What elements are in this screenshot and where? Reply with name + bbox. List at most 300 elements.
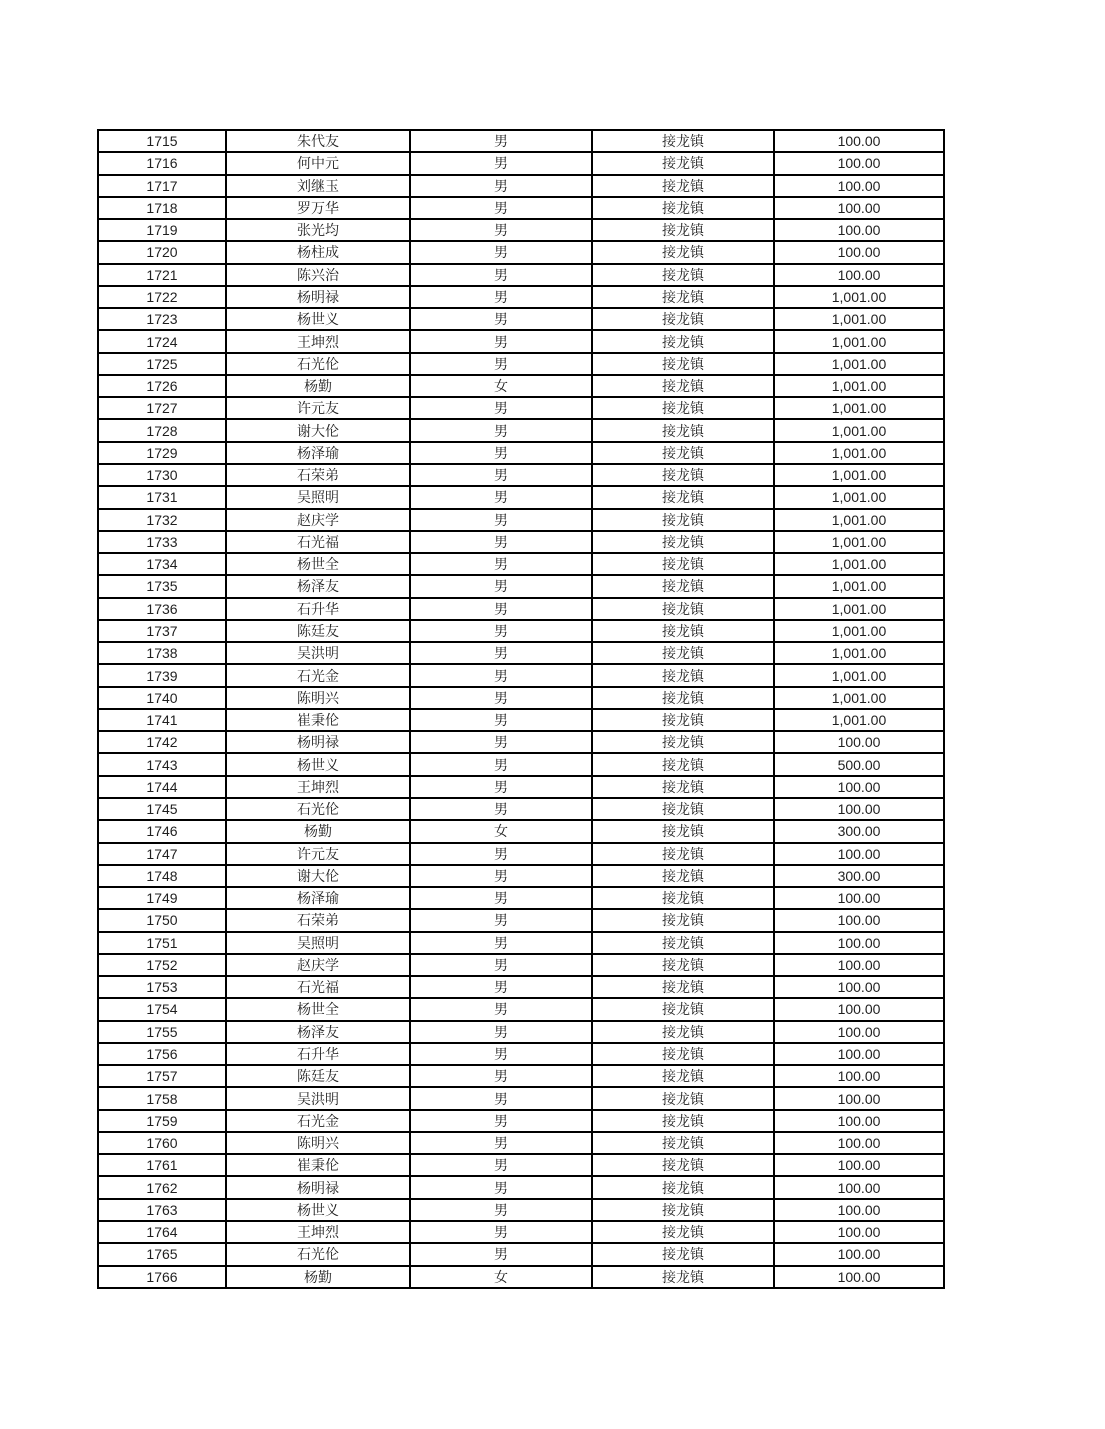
records-table-body	[98, 130, 944, 1288]
cell-name: 石光福	[226, 976, 410, 998]
cell-id: 1742	[98, 731, 226, 753]
cell-name: 谢大伦	[226, 865, 410, 887]
cell-gender: 男	[410, 620, 592, 642]
cell-gender: 男	[410, 130, 592, 152]
cell-town: 接龙镇	[592, 397, 774, 419]
cell-name: 杨明禄	[226, 1176, 410, 1198]
table-row	[98, 308, 944, 330]
cell-id: 1738	[98, 642, 226, 664]
cell-id: 1750	[98, 909, 226, 931]
table-row	[98, 152, 944, 174]
cell-amount: 100.00	[774, 1043, 944, 1065]
cell-town: 接龙镇	[592, 1110, 774, 1132]
cell-gender: 男	[410, 509, 592, 531]
cell-gender: 男	[410, 1199, 592, 1221]
cell-name: 赵庆学	[226, 509, 410, 531]
cell-gender: 男	[410, 1021, 592, 1043]
cell-name: 杨世全	[226, 553, 410, 575]
cell-id: 1761	[98, 1154, 226, 1176]
cell-town: 接龙镇	[592, 887, 774, 909]
cell-town: 接龙镇	[592, 1043, 774, 1065]
cell-id: 1720	[98, 241, 226, 263]
cell-gender: 男	[410, 464, 592, 486]
table-row	[98, 486, 944, 508]
cell-name: 杨世义	[226, 1199, 410, 1221]
cell-id: 1753	[98, 976, 226, 998]
cell-id: 1741	[98, 709, 226, 731]
cell-gender: 男	[410, 308, 592, 330]
cell-town: 接龙镇	[592, 1087, 774, 1109]
cell-id: 1752	[98, 954, 226, 976]
cell-name: 石光伦	[226, 798, 410, 820]
cell-amount: 100.00	[774, 264, 944, 286]
cell-gender: 男	[410, 442, 592, 464]
cell-amount: 100.00	[774, 241, 944, 263]
cell-gender: 男	[410, 843, 592, 865]
table-row	[98, 954, 944, 976]
cell-amount: 100.00	[774, 909, 944, 931]
table-row	[98, 998, 944, 1020]
table-row	[98, 932, 944, 954]
cell-town: 接龙镇	[592, 998, 774, 1020]
cell-gender: 女	[410, 375, 592, 397]
cell-gender: 男	[410, 1154, 592, 1176]
cell-amount: 1,001.00	[774, 286, 944, 308]
cell-amount: 1,001.00	[774, 709, 944, 731]
cell-amount: 500.00	[774, 753, 944, 775]
cell-town: 接龙镇	[592, 1266, 774, 1288]
cell-town: 接龙镇	[592, 1065, 774, 1087]
cell-name: 石光金	[226, 1110, 410, 1132]
cell-id: 1734	[98, 553, 226, 575]
cell-name: 杨明禄	[226, 731, 410, 753]
table-row	[98, 687, 944, 709]
cell-id: 1722	[98, 286, 226, 308]
cell-town: 接龙镇	[592, 954, 774, 976]
cell-name: 许元友	[226, 397, 410, 419]
cell-name: 陈廷友	[226, 1065, 410, 1087]
cell-gender: 男	[410, 642, 592, 664]
cell-id: 1724	[98, 330, 226, 352]
cell-id: 1719	[98, 219, 226, 241]
cell-id: 1763	[98, 1199, 226, 1221]
records-table	[97, 129, 945, 1289]
cell-town: 接龙镇	[592, 843, 774, 865]
cell-gender: 男	[410, 687, 592, 709]
cell-id: 1745	[98, 798, 226, 820]
cell-gender: 男	[410, 887, 592, 909]
cell-town: 接龙镇	[592, 731, 774, 753]
cell-amount: 100.00	[774, 954, 944, 976]
table-row	[98, 397, 944, 419]
cell-name: 王坤烈	[226, 330, 410, 352]
cell-id: 1760	[98, 1132, 226, 1154]
cell-gender: 男	[410, 175, 592, 197]
cell-amount: 1,001.00	[774, 664, 944, 686]
cell-name: 杨勤	[226, 375, 410, 397]
cell-gender: 男	[410, 1176, 592, 1198]
cell-gender: 男	[410, 397, 592, 419]
table-row	[98, 709, 944, 731]
cell-id: 1726	[98, 375, 226, 397]
cell-id: 1755	[98, 1021, 226, 1043]
table-row	[98, 330, 944, 352]
cell-name: 杨勤	[226, 1266, 410, 1288]
table-row	[98, 264, 944, 286]
cell-id: 1723	[98, 308, 226, 330]
cell-gender: 男	[410, 998, 592, 1020]
cell-gender: 男	[410, 932, 592, 954]
cell-id: 1747	[98, 843, 226, 865]
cell-town: 接龙镇	[592, 976, 774, 998]
cell-id: 1743	[98, 753, 226, 775]
cell-gender: 男	[410, 664, 592, 686]
cell-name: 吴洪明	[226, 1087, 410, 1109]
cell-town: 接龙镇	[592, 197, 774, 219]
cell-name: 杨泽瑜	[226, 442, 410, 464]
cell-gender: 男	[410, 1065, 592, 1087]
cell-gender: 男	[410, 197, 592, 219]
cell-town: 接龙镇	[592, 1021, 774, 1043]
cell-town: 接龙镇	[592, 330, 774, 352]
cell-amount: 100.00	[774, 1132, 944, 1154]
cell-name: 赵庆学	[226, 954, 410, 976]
cell-name: 石荣弟	[226, 909, 410, 931]
cell-id: 1731	[98, 486, 226, 508]
cell-amount: 100.00	[774, 1221, 944, 1243]
table-row	[98, 197, 944, 219]
cell-gender: 男	[410, 1110, 592, 1132]
table-row	[98, 553, 944, 575]
cell-amount: 100.00	[774, 932, 944, 954]
cell-gender: 男	[410, 219, 592, 241]
cell-name: 杨明禄	[226, 286, 410, 308]
cell-amount: 1,001.00	[774, 553, 944, 575]
cell-amount: 100.00	[774, 1087, 944, 1109]
cell-amount: 300.00	[774, 820, 944, 842]
cell-town: 接龙镇	[592, 175, 774, 197]
cell-town: 接龙镇	[592, 264, 774, 286]
cell-amount: 1,001.00	[774, 442, 944, 464]
cell-amount: 1,001.00	[774, 531, 944, 553]
cell-gender: 男	[410, 152, 592, 174]
cell-name: 石光金	[226, 664, 410, 686]
table-row	[98, 353, 944, 375]
cell-id: 1735	[98, 575, 226, 597]
cell-name: 刘继玉	[226, 175, 410, 197]
table-row	[98, 909, 944, 931]
cell-amount: 1,001.00	[774, 330, 944, 352]
cell-amount: 100.00	[774, 1176, 944, 1198]
cell-id: 1721	[98, 264, 226, 286]
table-row	[98, 843, 944, 865]
table-row	[98, 219, 944, 241]
table-row	[98, 1243, 944, 1265]
cell-gender: 女	[410, 820, 592, 842]
cell-gender: 男	[410, 598, 592, 620]
cell-name: 吴照明	[226, 486, 410, 508]
cell-name: 杨泽友	[226, 1021, 410, 1043]
cell-gender: 男	[410, 731, 592, 753]
table-row	[98, 1199, 944, 1221]
cell-name: 崔秉伦	[226, 709, 410, 731]
cell-gender: 男	[410, 1043, 592, 1065]
table-row	[98, 509, 944, 531]
cell-name: 何中元	[226, 152, 410, 174]
cell-amount: 1,001.00	[774, 308, 944, 330]
cell-town: 接龙镇	[592, 820, 774, 842]
table-row	[98, 1132, 944, 1154]
cell-gender: 男	[410, 286, 592, 308]
cell-gender: 男	[410, 976, 592, 998]
cell-amount: 100.00	[774, 776, 944, 798]
cell-amount: 1,001.00	[774, 464, 944, 486]
cell-name: 陈兴治	[226, 264, 410, 286]
cell-town: 接龙镇	[592, 509, 774, 531]
cell-amount: 100.00	[774, 1266, 944, 1288]
cell-id: 1766	[98, 1266, 226, 1288]
cell-amount: 100.00	[774, 197, 944, 219]
table-row	[98, 1065, 944, 1087]
cell-id: 1764	[98, 1221, 226, 1243]
cell-id: 1757	[98, 1065, 226, 1087]
cell-id: 1746	[98, 820, 226, 842]
cell-town: 接龙镇	[592, 909, 774, 931]
cell-gender: 男	[410, 709, 592, 731]
table-row	[98, 731, 944, 753]
cell-name: 许元友	[226, 843, 410, 865]
cell-id: 1749	[98, 887, 226, 909]
cell-town: 接龙镇	[592, 1221, 774, 1243]
cell-amount: 1,001.00	[774, 598, 944, 620]
cell-gender: 男	[410, 531, 592, 553]
table-row	[98, 1266, 944, 1288]
table-row	[98, 1154, 944, 1176]
cell-amount: 100.00	[774, 152, 944, 174]
cell-gender: 男	[410, 486, 592, 508]
cell-town: 接龙镇	[592, 1176, 774, 1198]
cell-name: 石升华	[226, 598, 410, 620]
cell-gender: 男	[410, 753, 592, 775]
cell-amount: 100.00	[774, 731, 944, 753]
table-row	[98, 575, 944, 597]
cell-amount: 100.00	[774, 887, 944, 909]
cell-gender: 男	[410, 1243, 592, 1265]
cell-id: 1744	[98, 776, 226, 798]
cell-id: 1716	[98, 152, 226, 174]
cell-name: 杨泽友	[226, 575, 410, 597]
cell-amount: 100.00	[774, 1110, 944, 1132]
cell-amount: 1,001.00	[774, 486, 944, 508]
cell-name: 陈明兴	[226, 1132, 410, 1154]
cell-name: 石荣弟	[226, 464, 410, 486]
cell-gender: 男	[410, 353, 592, 375]
table-row	[98, 976, 944, 998]
cell-id: 1739	[98, 664, 226, 686]
cell-amount: 1,001.00	[774, 642, 944, 664]
cell-town: 接龙镇	[592, 776, 774, 798]
cell-town: 接龙镇	[592, 353, 774, 375]
cell-gender: 男	[410, 776, 592, 798]
cell-id: 1758	[98, 1087, 226, 1109]
cell-gender: 男	[410, 330, 592, 352]
table-row	[98, 175, 944, 197]
cell-id: 1759	[98, 1110, 226, 1132]
cell-name: 朱代友	[226, 130, 410, 152]
cell-name: 杨世全	[226, 998, 410, 1020]
cell-amount: 100.00	[774, 1065, 944, 1087]
cell-town: 接龙镇	[592, 798, 774, 820]
table-row	[98, 1110, 944, 1132]
cell-town: 接龙镇	[592, 664, 774, 686]
cell-town: 接龙镇	[592, 575, 774, 597]
cell-town: 接龙镇	[592, 1132, 774, 1154]
cell-id: 1748	[98, 865, 226, 887]
cell-name: 石升华	[226, 1043, 410, 1065]
table-row	[98, 887, 944, 909]
cell-id: 1717	[98, 175, 226, 197]
cell-town: 接龙镇	[592, 620, 774, 642]
table-row	[98, 620, 944, 642]
cell-amount: 1,001.00	[774, 419, 944, 441]
cell-id: 1730	[98, 464, 226, 486]
cell-town: 接龙镇	[592, 241, 774, 263]
table-row	[98, 286, 944, 308]
cell-gender: 男	[410, 419, 592, 441]
cell-gender: 男	[410, 798, 592, 820]
cell-amount: 100.00	[774, 1199, 944, 1221]
cell-town: 接龙镇	[592, 1199, 774, 1221]
cell-gender: 女	[410, 1266, 592, 1288]
cell-gender: 男	[410, 909, 592, 931]
cell-town: 接龙镇	[592, 531, 774, 553]
cell-amount: 100.00	[774, 976, 944, 998]
cell-amount: 1,001.00	[774, 687, 944, 709]
cell-name: 杨柱成	[226, 241, 410, 263]
cell-town: 接龙镇	[592, 687, 774, 709]
cell-id: 1736	[98, 598, 226, 620]
cell-gender: 男	[410, 954, 592, 976]
cell-id: 1727	[98, 397, 226, 419]
cell-id: 1715	[98, 130, 226, 152]
cell-gender: 男	[410, 1221, 592, 1243]
cell-town: 接龙镇	[592, 1243, 774, 1265]
cell-name: 石光伦	[226, 353, 410, 375]
cell-name: 谢大伦	[226, 419, 410, 441]
cell-gender: 男	[410, 865, 592, 887]
cell-amount: 1,001.00	[774, 620, 944, 642]
cell-town: 接龙镇	[592, 709, 774, 731]
cell-name: 王坤烈	[226, 1221, 410, 1243]
cell-name: 石光伦	[226, 1243, 410, 1265]
cell-gender: 男	[410, 264, 592, 286]
cell-amount: 100.00	[774, 219, 944, 241]
table-row	[98, 375, 944, 397]
cell-name: 吴洪明	[226, 642, 410, 664]
cell-town: 接龙镇	[592, 486, 774, 508]
cell-gender: 男	[410, 553, 592, 575]
cell-name: 罗万华	[226, 197, 410, 219]
cell-amount: 100.00	[774, 798, 944, 820]
cell-gender: 男	[410, 241, 592, 263]
cell-id: 1732	[98, 509, 226, 531]
cell-id: 1756	[98, 1043, 226, 1065]
cell-town: 接龙镇	[592, 130, 774, 152]
cell-amount: 100.00	[774, 1021, 944, 1043]
table-row	[98, 642, 944, 664]
cell-town: 接龙镇	[592, 865, 774, 887]
table-row	[98, 776, 944, 798]
cell-name: 杨泽瑜	[226, 887, 410, 909]
cell-gender: 男	[410, 1132, 592, 1154]
cell-name: 陈明兴	[226, 687, 410, 709]
table-row	[98, 241, 944, 263]
cell-name: 杨勤	[226, 820, 410, 842]
cell-town: 接龙镇	[592, 442, 774, 464]
cell-amount: 1,001.00	[774, 353, 944, 375]
cell-amount: 300.00	[774, 865, 944, 887]
table-row	[98, 820, 944, 842]
cell-id: 1754	[98, 998, 226, 1020]
cell-name: 吴照明	[226, 932, 410, 954]
cell-amount: 100.00	[774, 1154, 944, 1176]
table-row	[98, 419, 944, 441]
cell-name: 王坤烈	[226, 776, 410, 798]
cell-id: 1751	[98, 932, 226, 954]
table-row	[98, 1021, 944, 1043]
cell-name: 石光福	[226, 531, 410, 553]
cell-amount: 100.00	[774, 1243, 944, 1265]
cell-amount: 1,001.00	[774, 575, 944, 597]
table-row	[98, 531, 944, 553]
cell-town: 接龙镇	[592, 419, 774, 441]
cell-town: 接龙镇	[592, 464, 774, 486]
table-row	[98, 753, 944, 775]
table-row	[98, 442, 944, 464]
cell-amount: 100.00	[774, 998, 944, 1020]
cell-town: 接龙镇	[592, 308, 774, 330]
cell-name: 崔秉伦	[226, 1154, 410, 1176]
table-row	[98, 1221, 944, 1243]
cell-town: 接龙镇	[592, 932, 774, 954]
cell-id: 1728	[98, 419, 226, 441]
cell-amount: 1,001.00	[774, 375, 944, 397]
cell-town: 接龙镇	[592, 286, 774, 308]
cell-town: 接龙镇	[592, 1154, 774, 1176]
cell-name: 张光均	[226, 219, 410, 241]
table-row	[98, 464, 944, 486]
cell-id: 1740	[98, 687, 226, 709]
cell-amount: 100.00	[774, 130, 944, 152]
cell-name: 陈廷友	[226, 620, 410, 642]
cell-gender: 男	[410, 1087, 592, 1109]
table-row	[98, 130, 944, 152]
table-row	[98, 664, 944, 686]
cell-town: 接龙镇	[592, 375, 774, 397]
cell-gender: 男	[410, 575, 592, 597]
table-row	[98, 865, 944, 887]
cell-id: 1762	[98, 1176, 226, 1198]
cell-id: 1737	[98, 620, 226, 642]
table-row	[98, 598, 944, 620]
cell-amount: 1,001.00	[774, 509, 944, 531]
cell-town: 接龙镇	[592, 553, 774, 575]
cell-id: 1729	[98, 442, 226, 464]
cell-amount: 100.00	[774, 175, 944, 197]
cell-amount: 1,001.00	[774, 397, 944, 419]
table-row	[98, 798, 944, 820]
cell-name: 杨世义	[226, 308, 410, 330]
